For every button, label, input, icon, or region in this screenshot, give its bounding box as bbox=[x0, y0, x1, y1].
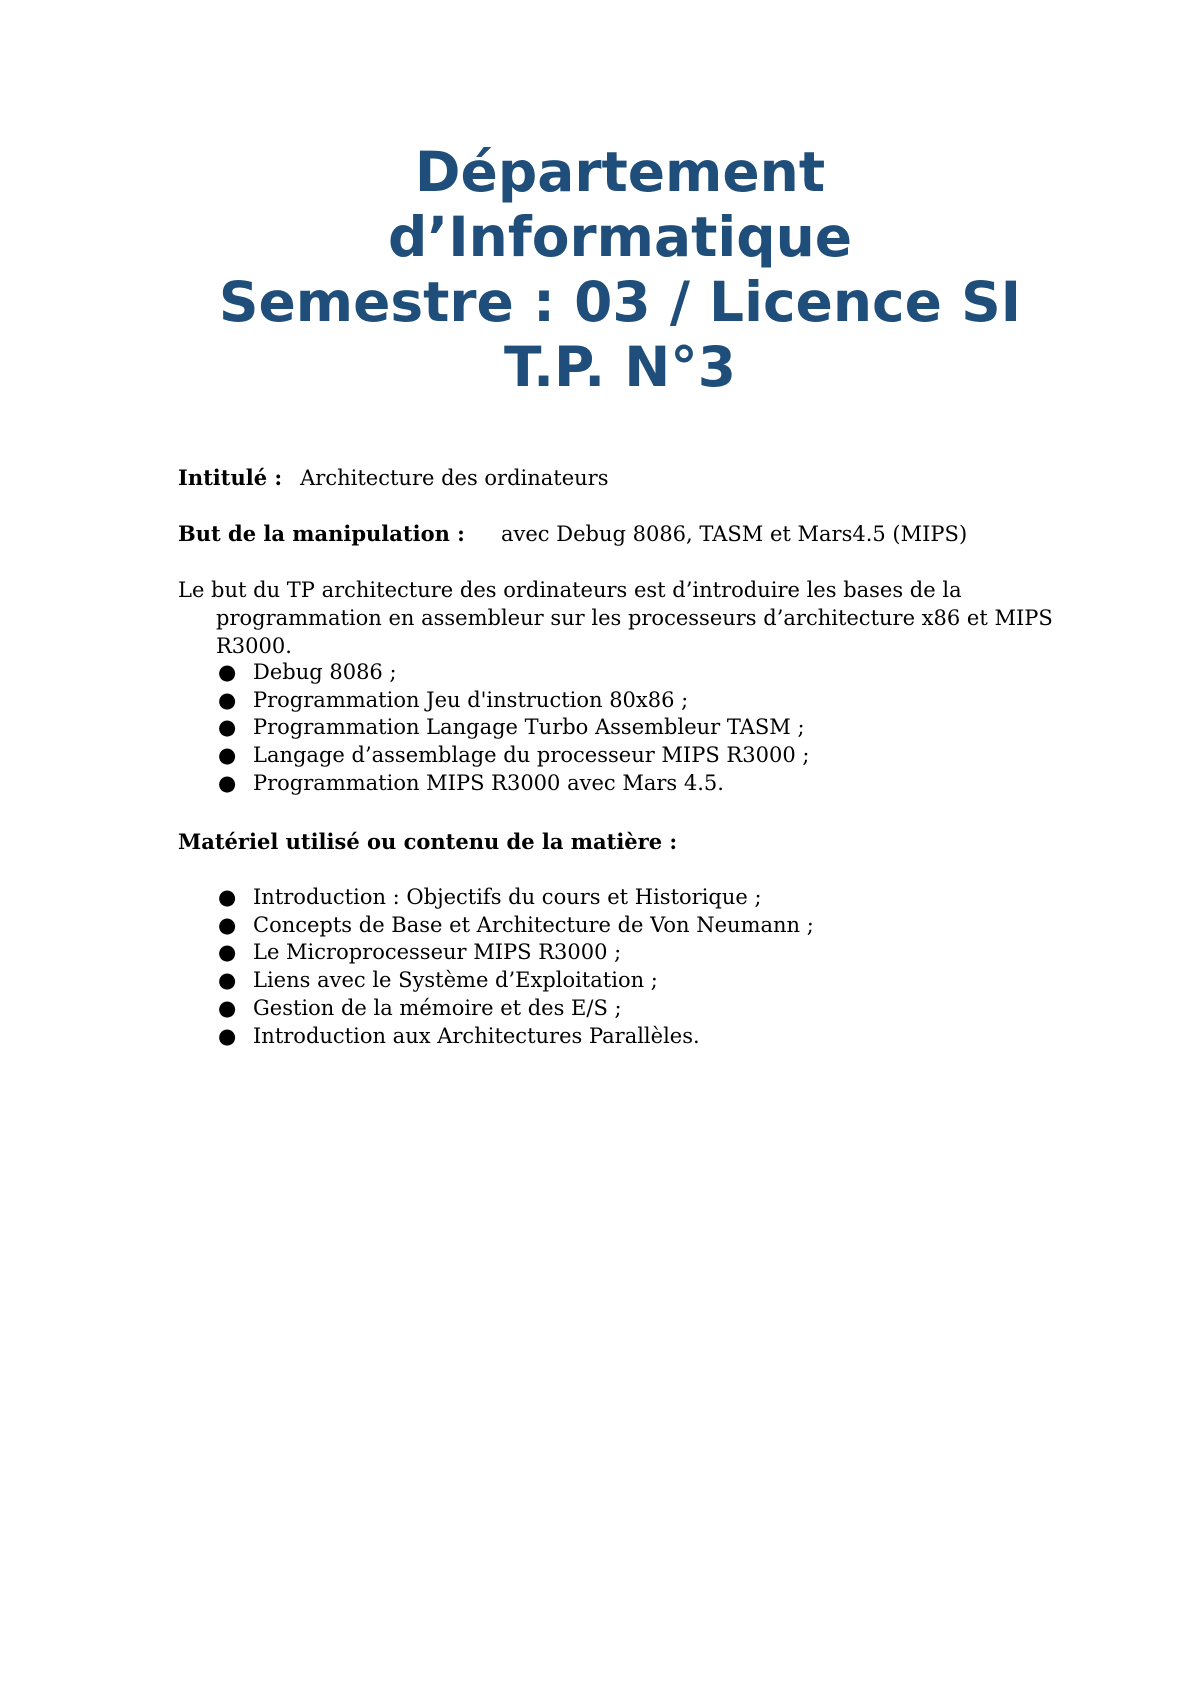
list-item bbox=[218, 742, 809, 770]
bullet-icon: ● bbox=[218, 912, 237, 937]
list-item bbox=[218, 995, 814, 1023]
document-title bbox=[0, 140, 1200, 400]
bullet-icon: ● bbox=[218, 743, 237, 768]
bullet-icon: ● bbox=[218, 995, 237, 1020]
list-item bbox=[218, 884, 814, 912]
list-item-text: Gestion de la mémoire et des E/S ; bbox=[253, 995, 622, 1020]
title-line-informatique: d’Informatique bbox=[387, 205, 853, 269]
materiel-heading bbox=[178, 828, 1078, 856]
list-item bbox=[218, 967, 814, 995]
bullet-icon: ● bbox=[218, 660, 237, 684]
materiel-label: Matériel utilisé ou contenu de la matière : bbox=[178, 829, 678, 854]
list-item bbox=[218, 939, 814, 967]
but-row bbox=[178, 520, 1078, 548]
list-item bbox=[218, 770, 809, 798]
list-item-text: Concepts de Base et Architecture de Von Neumann ; bbox=[253, 912, 814, 937]
list-item-text: Debug 8086 ; bbox=[253, 660, 397, 684]
objectives-list bbox=[218, 659, 809, 798]
intitule-value: Architecture des ordinateurs bbox=[300, 466, 609, 490]
bullet-icon: ● bbox=[218, 715, 237, 740]
title-line-tp-number: T.P. N°3 bbox=[503, 335, 737, 399]
list-item bbox=[218, 912, 814, 940]
list-item bbox=[218, 659, 809, 687]
description-paragraph: Le but du TP architecture des ordinateurs est d’introduire les bases de la programmation en assembleur sur les processeurs d’architecture x86 et MIPS R3000. bbox=[178, 578, 1053, 658]
bullet-icon: ● bbox=[218, 940, 237, 965]
title-line-semester: Semestre : 03 / Licence SI bbox=[218, 270, 1022, 334]
title-line-department: Département bbox=[414, 140, 826, 204]
list-item-text: Langage d’assemblage du processeur MIPS R3000 ; bbox=[253, 743, 810, 768]
list-item bbox=[218, 714, 809, 742]
list-item-text: Introduction aux Architectures Parallèles. bbox=[253, 1023, 700, 1048]
but-value: avec Debug 8086, TASM et Mars4.5 (MIPS) bbox=[501, 522, 968, 546]
list-item-text: Programmation Langage Turbo Assembleur TASM ; bbox=[253, 715, 805, 740]
intitule-row bbox=[178, 464, 1078, 492]
list-item-text: Le Microprocesseur MIPS R3000 ; bbox=[253, 940, 622, 965]
list-item-text: Programmation MIPS R3000 avec Mars 4.5. bbox=[253, 770, 724, 795]
list-item-text: Programmation Jeu d'instruction 80x86 ; bbox=[253, 687, 689, 712]
list-item-text: Introduction : Objectifs du cours et Historique ; bbox=[253, 885, 762, 909]
bullet-icon: ● bbox=[218, 885, 237, 909]
bullet-icon: ● bbox=[218, 968, 237, 993]
bullet-icon: ● bbox=[218, 770, 237, 795]
but-label: But de la manipulation : bbox=[178, 521, 465, 546]
bullet-icon: ● bbox=[218, 1023, 237, 1048]
list-item-text: Liens avec le Système d’Exploitation ; bbox=[253, 968, 658, 993]
contents-list bbox=[218, 884, 814, 1050]
list-item bbox=[218, 687, 809, 715]
intitule-label: Intitulé : bbox=[178, 465, 283, 490]
list-item bbox=[218, 1023, 814, 1051]
bullet-icon: ● bbox=[218, 687, 237, 712]
